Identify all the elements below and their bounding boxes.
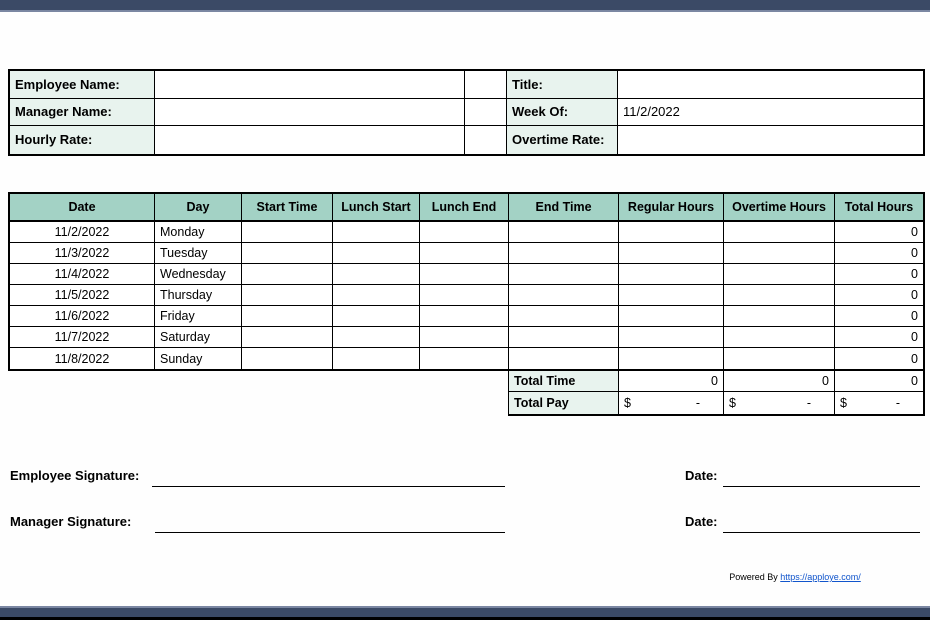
col-header-date: Date: [10, 194, 155, 222]
overtime-hours-cell[interactable]: [724, 306, 835, 327]
regular-hours-cell[interactable]: [619, 306, 724, 327]
week-of-field[interactable]: 11/2/2022: [618, 99, 923, 127]
col-header-overtime-hours: Overtime Hours: [724, 194, 835, 222]
start-time-cell[interactable]: [242, 222, 333, 243]
lunch-end-cell[interactable]: [420, 222, 509, 243]
date-cell[interactable]: 11/8/2022: [10, 348, 155, 369]
manager-name-label: Manager Name:: [10, 99, 155, 127]
lunch-start-cell[interactable]: [333, 306, 420, 327]
timesheet-table: [8, 192, 925, 371]
col-header-regular-hours: Regular Hours: [619, 194, 724, 222]
total-hours-cell[interactable]: 0: [835, 285, 923, 306]
lunch-end-cell[interactable]: [420, 306, 509, 327]
col-header-lunch-end: Lunch End: [420, 194, 509, 222]
end-time-cell[interactable]: [509, 222, 619, 243]
end-time-cell[interactable]: [509, 327, 619, 348]
total-pay-label: Total Pay: [509, 392, 619, 414]
start-time-cell[interactable]: [242, 306, 333, 327]
regular-hours-cell[interactable]: [619, 264, 724, 285]
hourly-rate-field[interactable]: [155, 126, 465, 154]
pay-amount: -: [695, 396, 700, 410]
end-time-cell[interactable]: [509, 348, 619, 369]
pay-amount: -: [895, 396, 900, 410]
total-time-regular[interactable]: 0: [619, 371, 724, 392]
end-time-cell[interactable]: [509, 285, 619, 306]
total-pay-total[interactable]: [835, 392, 923, 414]
lunch-end-cell[interactable]: [420, 264, 509, 285]
title-field[interactable]: [618, 71, 923, 99]
col-header-lunch-start: Lunch Start: [333, 194, 420, 222]
start-time-cell[interactable]: [242, 243, 333, 264]
overtime-hours-cell[interactable]: [724, 348, 835, 369]
end-time-cell[interactable]: [509, 243, 619, 264]
manager-signature-label: Manager Signature:: [10, 514, 132, 529]
currency-symbol: $: [840, 396, 847, 410]
info-spacer-cell: [465, 126, 507, 154]
day-cell[interactable]: Wednesday: [155, 264, 242, 285]
pay-amount: -: [806, 396, 811, 410]
day-cell[interactable]: Saturday: [155, 327, 242, 348]
top-bar-divider: [0, 10, 930, 12]
employee-date-line[interactable]: [723, 486, 920, 487]
date-cell[interactable]: 11/3/2022: [10, 243, 155, 264]
powered-by-text: Powered By: [729, 572, 778, 582]
total-time-total[interactable]: 0: [835, 371, 923, 392]
manager-signature-line[interactable]: [155, 532, 505, 533]
total-pay-overtime[interactable]: [724, 392, 835, 414]
overtime-hours-cell[interactable]: [724, 243, 835, 264]
info-spacer-cell: [465, 71, 507, 99]
manager-name-field[interactable]: [155, 99, 465, 127]
apploye-link[interactable]: https://apploye.com/: [780, 572, 861, 582]
total-time-label: Total Time: [509, 371, 619, 392]
start-time-cell[interactable]: [242, 348, 333, 369]
lunch-start-cell[interactable]: [333, 348, 420, 369]
manager-date-line[interactable]: [723, 532, 920, 533]
regular-hours-cell[interactable]: [619, 222, 724, 243]
total-pay-regular[interactable]: [619, 392, 724, 414]
total-hours-cell[interactable]: 0: [835, 222, 923, 243]
lunch-end-cell[interactable]: [420, 285, 509, 306]
currency-symbol: $: [729, 396, 736, 410]
col-header-end-time: End Time: [509, 194, 619, 222]
total-hours-cell[interactable]: 0: [835, 264, 923, 285]
employee-signature-label: Employee Signature:: [10, 468, 140, 483]
regular-hours-cell[interactable]: [619, 327, 724, 348]
total-hours-cell[interactable]: 0: [911, 351, 918, 366]
end-time-cell[interactable]: [509, 306, 619, 327]
day-cell[interactable]: Friday: [155, 306, 242, 327]
hourly-rate-label: Hourly Rate:: [10, 126, 155, 154]
col-header-total-hours: Total Hours: [835, 194, 923, 222]
top-bar: [0, 0, 930, 10]
total-hours-cell[interactable]: 0: [835, 327, 923, 348]
date-cell[interactable]: 11/2/2022: [10, 222, 155, 243]
regular-hours-cell[interactable]: [619, 285, 724, 306]
date-cell[interactable]: 11/7/2022: [10, 327, 155, 348]
totals-table: [508, 371, 925, 416]
week-of-label: Week Of:: [507, 99, 618, 127]
regular-hours-cell[interactable]: [619, 243, 724, 264]
day-cell[interactable]: Tuesday: [155, 243, 242, 264]
overtime-rate-field[interactable]: [618, 126, 923, 154]
lunch-end-cell[interactable]: [420, 348, 509, 369]
day-cell[interactable]: Sunday: [155, 348, 242, 369]
employee-name-field[interactable]: [155, 71, 465, 99]
overtime-hours-cell[interactable]: [724, 264, 835, 285]
overtime-hours-cell[interactable]: [724, 327, 835, 348]
col-header-start-time: Start Time: [242, 194, 333, 222]
overtime-hours-cell[interactable]: [724, 222, 835, 243]
overtime-rate-label: Overtime Rate:: [507, 126, 618, 154]
employee-signature-line[interactable]: [152, 486, 505, 487]
total-hours-cell[interactable]: 0: [835, 306, 923, 327]
day-cell[interactable]: Monday: [155, 222, 242, 243]
regular-hours-cell[interactable]: [619, 348, 724, 369]
info-spacer-cell: [465, 99, 507, 127]
day-cell[interactable]: Thursday: [155, 285, 242, 306]
date-cell[interactable]: 11/6/2022: [10, 306, 155, 327]
title-label: Title:: [507, 71, 618, 99]
lunch-end-cell[interactable]: [420, 327, 509, 348]
start-time-cell[interactable]: [242, 327, 333, 348]
lunch-start-cell[interactable]: [333, 264, 420, 285]
employee-info-table: [8, 69, 925, 156]
lunch-start-cell[interactable]: [333, 285, 420, 306]
lunch-start-cell[interactable]: [333, 222, 420, 243]
date-cell[interactable]: 11/4/2022: [10, 264, 155, 285]
total-time-overtime[interactable]: 0: [724, 371, 835, 392]
end-time-cell[interactable]: [509, 264, 619, 285]
employee-date-label: Date:: [685, 468, 718, 483]
start-time-cell[interactable]: [242, 264, 333, 285]
currency-symbol: $: [624, 396, 631, 410]
lunch-start-cell[interactable]: [333, 243, 420, 264]
lunch-end-cell[interactable]: [420, 243, 509, 264]
lunch-start-cell[interactable]: [333, 327, 420, 348]
start-time-cell[interactable]: [242, 285, 333, 306]
overtime-hours-cell[interactable]: [724, 285, 835, 306]
employee-name-label: Employee Name:: [10, 71, 155, 99]
col-header-day: Day: [155, 194, 242, 222]
total-hours-cell[interactable]: 0: [835, 243, 923, 264]
bottom-bar: [0, 608, 930, 617]
footer: [695, 572, 895, 582]
date-cell[interactable]: 11/5/2022: [10, 285, 155, 306]
manager-date-label: Date:: [685, 514, 718, 529]
